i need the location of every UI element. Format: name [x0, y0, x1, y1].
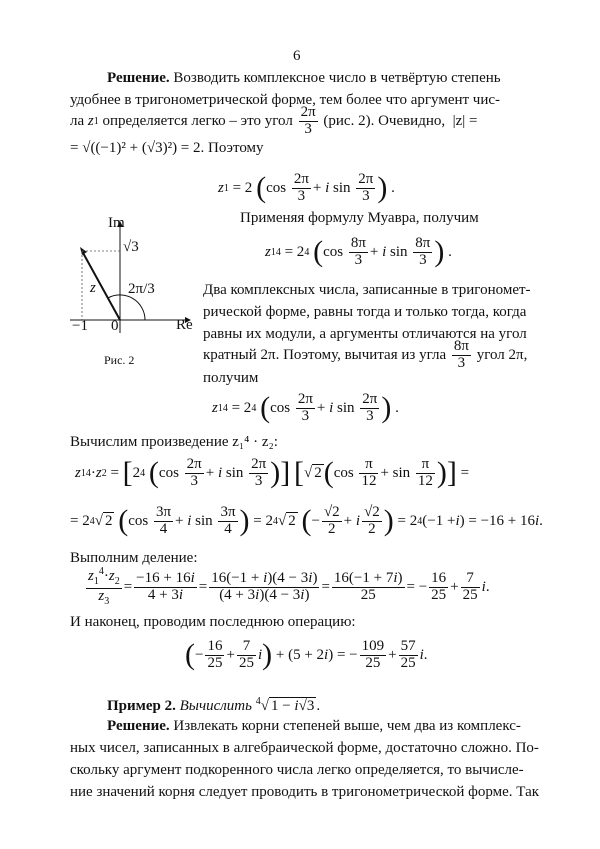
solution-lead: Решение.: [107, 70, 170, 86]
label-z: z: [90, 280, 96, 296]
solution-paragraph-line-2: удобнее в тригонометрической форме, тем более что аргумент чис-: [70, 92, 501, 108]
example-2-line-3: скольку аргумент подкоренного числа легко определяется, то вычисле-: [70, 762, 524, 778]
figure-caption: Рис. 2: [104, 353, 135, 367]
equation-z1-power4-reduced: z 1 4 = 2 4 ( cos $\frac{2\pi}{3}$ + i sin $\frac{2\pi}{3}$ ) .: [212, 390, 399, 424]
equality-line-1: Два комплексных числа, записанные в тригономет-: [203, 282, 531, 298]
final-intro: И наконец, проводим последнюю операцию:: [70, 614, 356, 630]
label-minus-one: −1: [72, 318, 88, 334]
axis-label-re: Re: [176, 317, 193, 333]
product-intro: Вычислим произведение z₁⁴ · z₂:: [70, 434, 278, 450]
solution-paragraph-line-1: Решение. Возводить комплексное число в четвёртую степень: [107, 70, 501, 86]
division-equation: $\frac{z_1^4\cdot z_2}{z_3}$ = $\frac{-16 + 16i}{4 + 3i}$ = $\frac{16(-1 + i)(4 - 3i)}{(4 + 3i)(4 - 3i)}$ = $\frac{16(-1 + 7i)}{25}$ = − $\frac{16}{25}$ + $\frac{7}{25}$ i .: [88, 566, 490, 607]
label-sqrt3: √3: [123, 239, 139, 255]
label-origin: 0: [111, 318, 119, 334]
equation-z1-power4: z 1 4 = 2 4 ( cos $\frac{8\pi}{3}$ + i sin $\frac{8\pi}{3}$ ) .: [265, 234, 452, 268]
axis-label-im: Im: [108, 215, 125, 231]
moivre-sentence: Применяя формулу Муавра, получим: [240, 210, 479, 226]
division-intro: Выполним деление:: [70, 550, 198, 566]
solution-paragraph-line-3: ла z 1 определяется легко – это угол $\frac{2\pi}{3}$ (рис. 2). Очевидно, |z| =: [70, 103, 478, 137]
page-number: 6: [293, 48, 301, 64]
equality-line-2: рической форме, равны тогда и только тогда, когда: [203, 304, 527, 320]
final-equation: ( − $\frac{16}{25}$ + $\frac{7}{25}$ i ) + (5 + 2 i ) = − $\frac{109}{25}$ + $\frac{57}{25}$ i .: [185, 637, 428, 671]
equality-line-5: получим: [203, 370, 259, 386]
example-2-line-1: Решение. Извлекать корни степеней выше, чем два из комплекс-: [107, 718, 521, 734]
equality-line-3: равны их модули, а аргументы отличаются на угол: [203, 326, 527, 342]
label-angle: 2π/3: [128, 281, 155, 297]
equality-line-4: кратный 2π. Поэтому, вычитая из угла $\frac{8\pi}{3}$ угол 2π,: [203, 337, 528, 371]
figure-complex-plane: [60, 215, 200, 375]
equation-z1-trig: z 1 = 2 ( cos $\frac{2\pi}{3}$ + i sin $\frac{2\pi}{3}$ ) .: [218, 170, 395, 204]
product-equation-2: = 2 4 √ 2 ( cos $\frac{3\pi}{4}$ + i sin $\frac{3\pi}{4}$ ) = 2 4 √ 2 ( − $\frac{√2}{2}$ + i $\frac{√2}{2}$ ) = 2 4 (−1 + i ) = −16 + 16 i .: [70, 503, 543, 537]
modulus-equation: = √((−1)² + (√3)²) = 2. Поэтому: [70, 140, 264, 156]
example-2-heading: Пример 2. Вычислить $^4$√ 1 − i√3 .: [107, 696, 321, 714]
example-2-line-4: ние значений корня следует проводить в тригонометрической форме. Так: [70, 784, 540, 800]
product-equation-1: z 1 4 · z 2 = [ 2 4 ( cos $\frac{2\pi}{3}$ + i sin $\frac{2\pi}{3}$ ) ] [ √ 2 ( cos $\frac{\pi}{12}$ + sin $\frac{\pi}{12}$ ) ] =: [75, 455, 470, 489]
example-2-line-2: ных чисел, записанных в алгебраической форме, достаточно сложно. По-: [70, 740, 539, 756]
